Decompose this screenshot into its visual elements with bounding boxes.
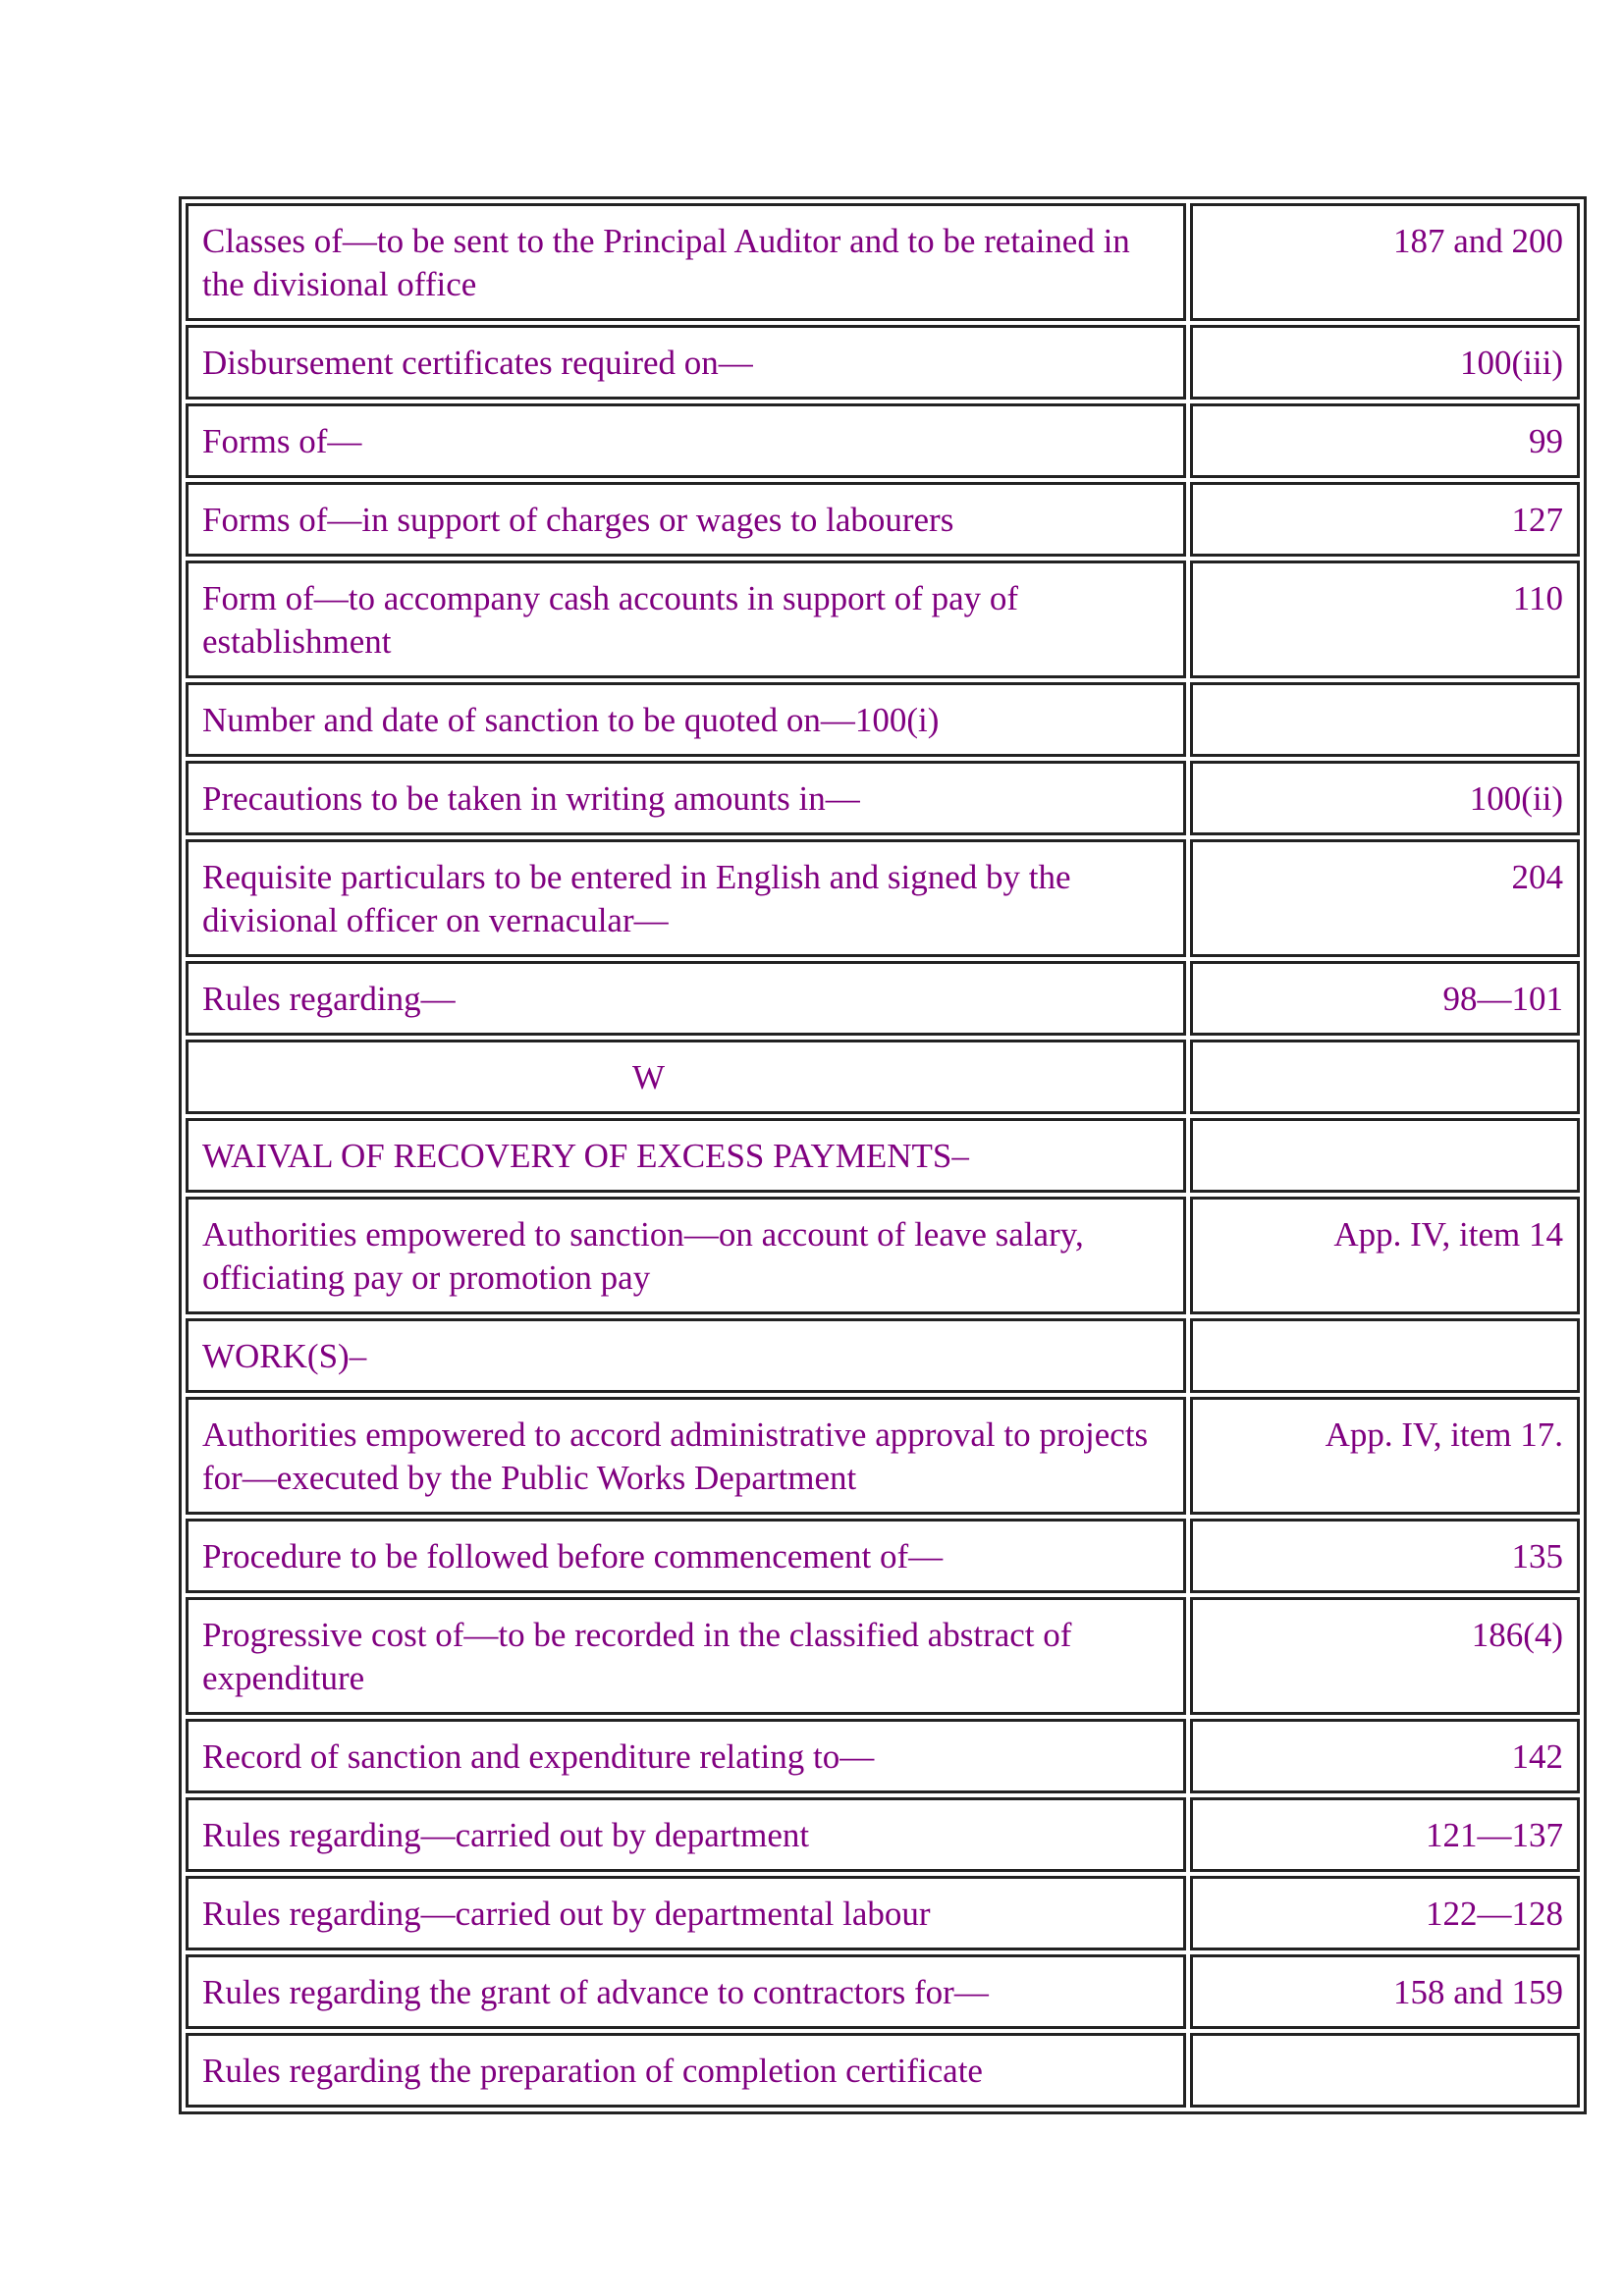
index-subject: Record of sanction and expenditure relating to— bbox=[186, 1719, 1186, 1793]
index-subject: Authorities empowered to accord administrative approval to projects for—executed by the Public Works Department bbox=[186, 1397, 1186, 1515]
index-row bbox=[186, 839, 1580, 957]
index-subject: Rules regarding—carried out by department bbox=[186, 1797, 1186, 1872]
index-row bbox=[186, 1876, 1580, 1950]
index-subject: Rules regarding the preparation of completion certificate bbox=[186, 2033, 1186, 2108]
index-row bbox=[186, 1397, 1580, 1515]
index-subject: Disbursement certificates required on— bbox=[186, 325, 1186, 400]
index-row bbox=[186, 1954, 1580, 2029]
index-row bbox=[186, 561, 1580, 678]
index-row bbox=[186, 325, 1580, 400]
index-reference: 135 bbox=[1190, 1519, 1580, 1593]
index-reference: 98—101 bbox=[1190, 961, 1580, 1036]
index-reference bbox=[1190, 1040, 1580, 1114]
index-reference bbox=[1190, 2033, 1580, 2108]
index-subject: Number and date of sanction to be quoted on—100(i) bbox=[186, 682, 1186, 757]
index-reference: 204 bbox=[1190, 839, 1580, 957]
index-row bbox=[186, 203, 1580, 321]
index-subject: Rules regarding—carried out by departmental labour bbox=[186, 1876, 1186, 1950]
index-row bbox=[186, 2033, 1580, 2108]
index-row bbox=[186, 1519, 1580, 1593]
index-row bbox=[186, 961, 1580, 1036]
section-letter-row bbox=[186, 1040, 1580, 1114]
index-reference: 142 bbox=[1190, 1719, 1580, 1793]
index-row bbox=[186, 403, 1580, 478]
index-reference bbox=[1190, 682, 1580, 757]
index-row bbox=[186, 1797, 1580, 1872]
index-subject: Authorities empowered to sanction—on account of leave salary, officiating pay or promotion pay bbox=[186, 1197, 1186, 1314]
index-heading: WORK(S)– bbox=[186, 1318, 1186, 1393]
index-row bbox=[186, 682, 1580, 757]
index-row bbox=[186, 482, 1580, 557]
index-reference: 100(iii) bbox=[1190, 325, 1580, 400]
index-heading: WAIVAL OF RECOVERY OF EXCESS PAYMENTS– bbox=[186, 1118, 1186, 1193]
index-row bbox=[186, 1197, 1580, 1314]
index-row bbox=[186, 761, 1580, 835]
index-reference: 122—128 bbox=[1190, 1876, 1580, 1950]
index-reference: App. IV, item 17. bbox=[1190, 1397, 1580, 1515]
section-letter: W bbox=[186, 1040, 1186, 1114]
index-subject: Form of—to accompany cash accounts in support of pay of establishment bbox=[186, 561, 1186, 678]
index-reference: 110 bbox=[1190, 561, 1580, 678]
index-subject: Requisite particulars to be entered in English and signed by the divisional officer on vernacular— bbox=[186, 839, 1186, 957]
index-reference: 99 bbox=[1190, 403, 1580, 478]
index-subject: Rules regarding the grant of advance to contractors for— bbox=[186, 1954, 1186, 2029]
index-row bbox=[186, 1719, 1580, 1793]
index-reference bbox=[1190, 1318, 1580, 1393]
index-subject: Rules regarding— bbox=[186, 961, 1186, 1036]
index-subject: Precautions to be taken in writing amounts in— bbox=[186, 761, 1186, 835]
index-table bbox=[179, 196, 1587, 2114]
index-heading-row bbox=[186, 1118, 1580, 1193]
index-subject: Forms of—in support of charges or wages to labourers bbox=[186, 482, 1186, 557]
index-subject: Progressive cost of—to be recorded in the classified abstract of expenditure bbox=[186, 1597, 1186, 1715]
index-reference bbox=[1190, 1118, 1580, 1193]
index-reference: 127 bbox=[1190, 482, 1580, 557]
index-subject: Forms of— bbox=[186, 403, 1186, 478]
index-reference: 100(ii) bbox=[1190, 761, 1580, 835]
index-reference: 121—137 bbox=[1190, 1797, 1580, 1872]
index-reference: 158 and 159 bbox=[1190, 1954, 1580, 2029]
index-reference: 186(4) bbox=[1190, 1597, 1580, 1715]
index-heading-row bbox=[186, 1318, 1580, 1393]
index-reference: 187 and 200 bbox=[1190, 203, 1580, 321]
index-subject: Procedure to be followed before commencement of— bbox=[186, 1519, 1186, 1593]
index-subject: Classes of—to be sent to the Principal Auditor and to be retained in the divisional office bbox=[186, 203, 1186, 321]
index-row bbox=[186, 1597, 1580, 1715]
index-reference: App. IV, item 14 bbox=[1190, 1197, 1580, 1314]
